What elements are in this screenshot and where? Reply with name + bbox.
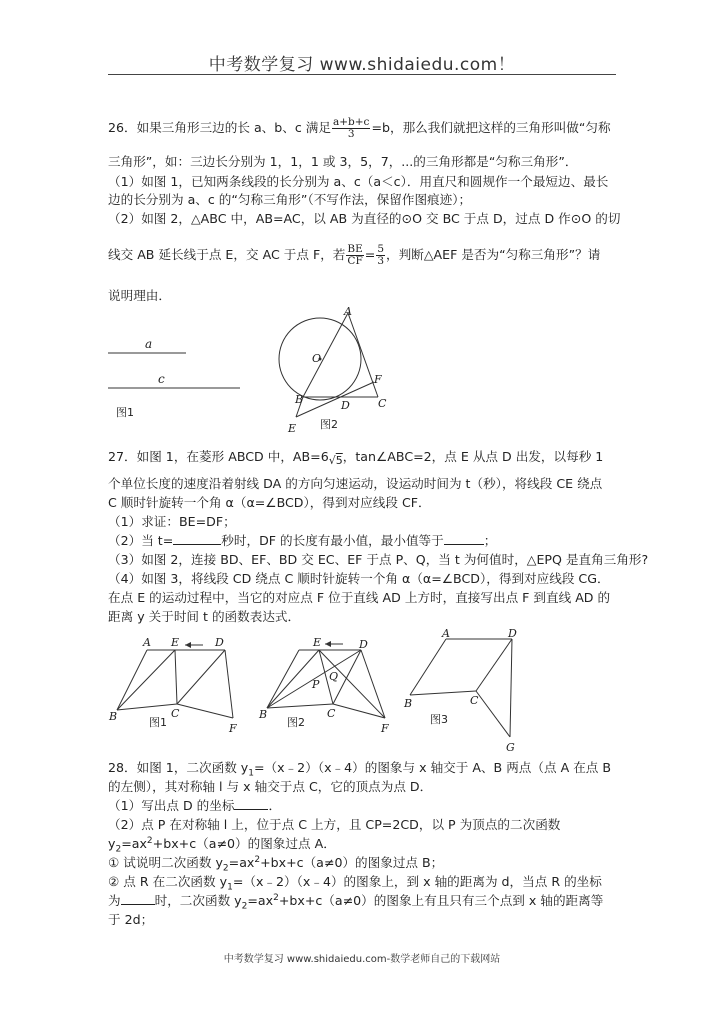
- q28-line-6: [108, 854, 444, 874]
- point-e: E: [288, 422, 297, 435]
- figure-27-2-caption: 图2: [287, 716, 305, 729]
- point-c: C: [470, 694, 479, 707]
- q27-line-3: C 顺时针旋转一个角 α（α=∠BCD），得到对应线段 CF．: [108, 495, 431, 510]
- page-header: 中考数学复习 www.shidaiedu.com！: [208, 55, 516, 75]
- q28-text-8a: 为: [108, 893, 121, 908]
- figure-27-1-caption: 图1: [149, 716, 167, 729]
- segment-be: [117, 650, 175, 710]
- point-c: C: [327, 707, 336, 720]
- point-a: A: [442, 627, 450, 640]
- segment-cg: [476, 691, 510, 737]
- q28-text-8b: 时，二次函数 y: [154, 893, 242, 908]
- point-f: F: [374, 373, 382, 386]
- point-d: D: [215, 636, 224, 649]
- point-b: B: [109, 710, 118, 723]
- segment-df: [225, 650, 233, 718]
- segment-ce: [175, 650, 177, 704]
- point-c: C: [171, 707, 180, 720]
- q26-ratio-eq: =: [364, 247, 376, 262]
- figure-1-caption: 图1: [116, 406, 134, 419]
- q26-fraction: [332, 117, 370, 140]
- point-d: D: [508, 627, 517, 640]
- side-bc: [410, 691, 476, 695]
- point-b: B: [404, 697, 413, 710]
- q26-line-2: 三角形”，如：三边长分别为 1，1，1 或 3，5，7，...的三角形都是“匀称三角形”．: [108, 154, 578, 169]
- q28-text-5b: =ax: [121, 836, 147, 851]
- answer-blank-min[interactable]: [444, 533, 484, 545]
- q27-text-5c: ；: [483, 533, 497, 548]
- figure-2-circle: [270, 300, 405, 438]
- q26-text-6a: 线交 AB 延长线于点 E，交 AC 于点 F，若: [108, 247, 346, 262]
- figure-2-caption: 图2: [320, 418, 338, 431]
- q28-text-8c: =ax: [247, 893, 274, 908]
- figure-27-2: [255, 632, 395, 742]
- q27-line-7: （4）如图 3，将线段 CD 绕点 C 顺时针旋转一个角 α（α=∠BCD），得到对应线段 CG．: [108, 571, 610, 586]
- label-a: a: [145, 337, 153, 351]
- q28-line-7: [108, 874, 602, 893]
- q28-text-7b: =（x﹣2）（x﹣4）的图象上，到 x 轴的距离为 d，当点 R 的坐标: [232, 874, 602, 889]
- label-c: c: [158, 372, 165, 386]
- q27-line-6: （3）如图 2，连接 BD、EF、BD 交 EC、EF 于点 P、Q，当 t 为何值时，△EPQ 是直角三角形?: [108, 552, 649, 567]
- answer-blank-r[interactable]: [121, 893, 155, 905]
- arrow-left-icon: [325, 641, 331, 647]
- q28-sup-6: 2: [254, 854, 261, 865]
- q27-line-9: 距离 y 关于时间 t 的函数表达式．: [108, 609, 301, 624]
- point-p: P: [312, 678, 320, 691]
- q28-text-7a: ② 点 R 在二次函数 y: [108, 874, 228, 889]
- figure-27-3: [400, 625, 530, 755]
- q28-line-3: [108, 798, 281, 814]
- q28-text-5a: y: [108, 836, 116, 851]
- q27-line-4: （1）求证：BE=DF；: [108, 514, 236, 529]
- q27-text-5b: 秒时，DF 的长度有最小值，最小值等于: [221, 533, 444, 548]
- answer-blank-t[interactable]: [173, 533, 221, 545]
- figure-27-3-caption: 图3: [430, 713, 448, 726]
- figure-1-segments: [100, 330, 250, 425]
- q26-line-4: 边的长分别为 a、c 的“匀称三角形”（不写作法，保留作图痕迹）；: [108, 192, 472, 207]
- q28-text-3b: ．: [268, 798, 282, 813]
- q27-line-1: [108, 449, 603, 469]
- q26-text-6b: ，判断△AEF 是否为“匀称三角形”？请: [386, 247, 601, 262]
- side-cd: [476, 639, 512, 691]
- page-footer: 中考数学复习 www.shidaiedu.com-数学老师自己的下载网站: [223, 954, 501, 965]
- point-b: B: [259, 708, 268, 721]
- q28-text-6b: =ax: [228, 855, 255, 870]
- point-f: F: [229, 722, 237, 735]
- sqrt-value: 5: [335, 454, 343, 467]
- point-d: D: [341, 399, 350, 412]
- q26-frac-num: a+b+c: [332, 116, 370, 128]
- q27-text-1a: 27．如图 1，在菱形 ABCD 中，AB=6: [108, 449, 329, 464]
- q28-text-5c: +bx+c（a≠0）的图象过点 A．: [152, 836, 336, 851]
- q28-line-5: [108, 835, 336, 855]
- sqrt-symbol: √: [328, 454, 336, 467]
- segment-cf: [177, 704, 233, 718]
- figure-27-1: [105, 632, 250, 742]
- q28-text-3a: （1）写出点 D 的坐标: [108, 798, 235, 813]
- q26-line-6: [108, 244, 600, 267]
- q26-ratio-fraction: $\frac{BE}{CF}$: [347, 243, 363, 267]
- side-ab: [410, 639, 446, 695]
- q28-sub-1: 1: [248, 768, 254, 779]
- side-bc: [267, 704, 333, 708]
- segment-df: [361, 650, 385, 718]
- segment-cf: [333, 704, 385, 718]
- q28-line-1: [108, 760, 612, 779]
- side-cd: [177, 650, 225, 704]
- point-c: C: [378, 397, 387, 410]
- q28-sup-5: 2: [146, 835, 153, 846]
- header-divider: [108, 74, 616, 75]
- point-b: B: [295, 393, 304, 406]
- point-a: A: [344, 305, 352, 318]
- q26-text-1a: 26．如果三角形三边的长 a、b、c 满足: [108, 120, 331, 135]
- point-f: F: [381, 722, 389, 735]
- point-d: D: [359, 638, 368, 651]
- q26-frac-den: 3: [347, 128, 355, 140]
- point-e: E: [313, 636, 322, 649]
- q28-text-6a: ① 试说明二次函数 y: [108, 855, 223, 870]
- q28-sup-8: 2: [273, 892, 279, 903]
- q27-line-5: [108, 533, 496, 549]
- side-ab: [303, 313, 348, 397]
- side-bc: [117, 704, 177, 710]
- q26-line-1: [108, 117, 611, 140]
- line-dg: [510, 639, 512, 737]
- q26-line-5: （2）如图 2，△ABC 中，AB=AC，以 AB 为直径的⊙O 交 BC 于点 D，过点 D 作⊙O 的切: [108, 211, 621, 226]
- q28-sub-8: 2: [241, 901, 248, 912]
- q28-line-4: （2）点 P 在对称轴 l 上，位于点 C 上方，且 CP=2CD，以 P 为顶点的二次函数: [108, 817, 561, 832]
- q28-line-2: 的左侧），其对称轴 l 与 x 轴交于点 C，它的顶点为点 D．: [108, 779, 433, 794]
- q28-line-9: 于 2d；: [108, 912, 154, 927]
- q28-line-8: [108, 892, 604, 912]
- q26-line-3: （1）如图 1，已知两条线段的长分别为 a、c（a＜c）．用直尺和圆规作一个最短边、最长: [108, 174, 609, 189]
- q27-line-2: 个单位长度的速度沿着射线 DA 的方向匀速运动，设运动时间为 t（秒），将线段 CE 绕点: [108, 476, 603, 491]
- q28-sub-7: 1: [227, 882, 233, 893]
- side-ab: [117, 650, 147, 710]
- q28-text-6c: +bx+c（a≠0）的图象过点 B；: [260, 855, 444, 870]
- point-g: G: [506, 741, 515, 754]
- q26-text-1b: =b，那么我们就把这样的三角形叫做“匀称: [371, 120, 611, 135]
- q28-text-1b: =（x﹣2）（x﹣4）的图象与 x 轴交于 A、B 两点（点 A 在点 B: [253, 760, 612, 775]
- arrow-left-icon: [185, 642, 191, 648]
- q26-line-7: 说明理由．: [108, 288, 171, 303]
- q28-sub-5: 2: [115, 844, 122, 855]
- q28-text-1a: 28．如图 1，二次函数 y: [108, 760, 249, 775]
- q27-text-5a: （2）当 t=: [108, 533, 174, 548]
- q28-sub-6: 2: [222, 863, 229, 874]
- point-o: O: [312, 352, 322, 365]
- q26-ratio-value: $\frac{5}{3}$: [377, 243, 385, 267]
- side-ab: [267, 650, 299, 708]
- point-e: E: [171, 636, 180, 649]
- q27-line-8: 在点 E 的运动过程中，当它的对应点 F 位于直线 AD 上方时，直接写出点 F 到直线 AD 的: [108, 590, 611, 605]
- point-a: A: [143, 636, 151, 649]
- q28-text-8d: +bx+c（a≠0）的图象上有且只有三个点到 x 轴的距离等: [278, 893, 604, 908]
- answer-blank-d[interactable]: [234, 798, 268, 810]
- q27-text-1b: ，tan∠ABC=2，点 E 从点 D 出发，以每秒 1: [342, 449, 604, 464]
- point-q: Q: [329, 670, 339, 683]
